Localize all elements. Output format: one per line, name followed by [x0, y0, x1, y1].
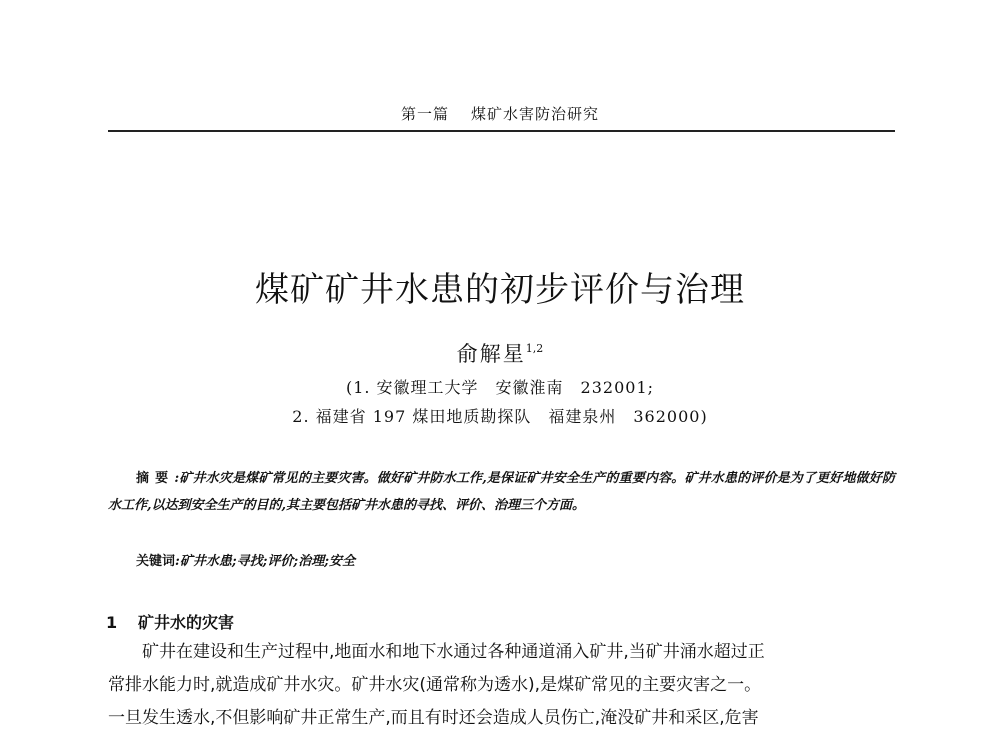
author-name: 俞解星 — [456, 342, 526, 366]
affiliation-1: (1. 安徽理工大学 安徽淮南 232001; — [345, 378, 655, 397]
abstract — [108, 465, 895, 519]
running-header-part: 第一篇 — [400, 105, 449, 123]
section-number: 1 — [106, 613, 118, 632]
author-line — [0, 338, 1000, 368]
section-title: 矿井水的灾害 — [138, 613, 235, 632]
running-header-title: 煤矿水害防治研究 — [471, 105, 600, 123]
section-heading — [106, 610, 234, 633]
body-line-2: 常排水能力时,就造成矿井水灾。矿井水灾(通常称为透水),是煤矿常见的主要灾害之一。 — [108, 675, 762, 695]
body-line-1: 矿井在建设和生产过程中,地面水和地下水通过各种通道涌入矿井,当矿井涌水超过正 — [142, 642, 765, 662]
header-rule — [108, 130, 895, 132]
article-title: 煤矿矿井水患的初步评价与治理 — [255, 270, 745, 310]
keywords — [136, 550, 896, 569]
running-header — [0, 103, 1000, 124]
author-affiliation-marks: 1,2 — [525, 342, 544, 355]
keywords-label: 关键词 — [136, 554, 176, 569]
affiliation-2: 2. 福建省 197 煤田地质勘探队 福建泉州 362000) — [292, 407, 708, 426]
abstract-label: 摘要 — [136, 471, 175, 486]
abstract-text: :矿井水灾是煤矿常见的主要灾害。做好矿井防水工作,是保证矿井安全生产的重要内容。矿井水患的评价是为了更好地做好防水工作,以达到安全生产的目的,其主要包括矿井水患的寻找、评价、治理三个方面。 — [108, 471, 895, 513]
section-body — [108, 636, 895, 735]
body-line-3: 一旦发生透水,不但影响矿井正常生产,而且有时还会造成人员伤亡,淹没矿井和采区,危害 — [108, 708, 759, 728]
keywords-text: :矿井水患;寻找;评价;治理;安全 — [175, 554, 356, 569]
